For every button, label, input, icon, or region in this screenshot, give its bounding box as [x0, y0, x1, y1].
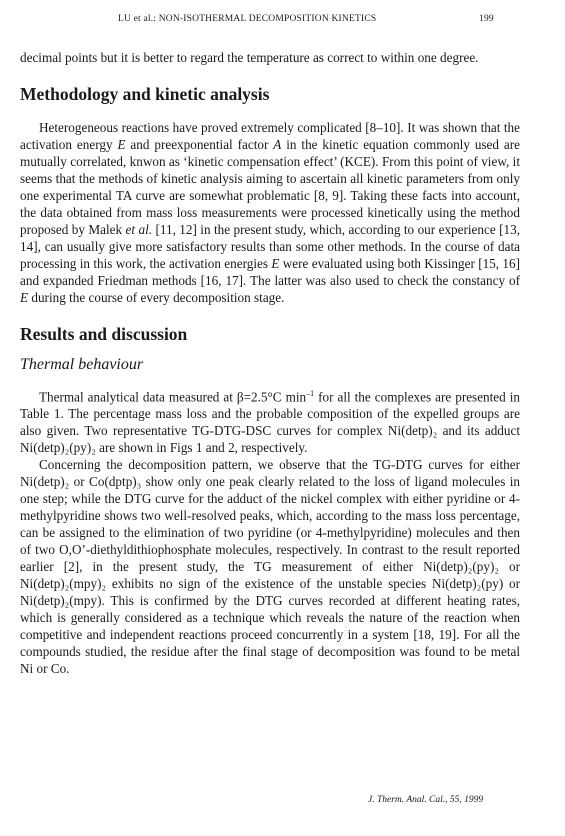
page-number: 199	[479, 14, 494, 24]
journal-footer: J. Therm. Anal. Cal., 55, 1999	[368, 795, 484, 805]
decomposition-pattern-paragraph: Concerning the decomposition pattern, we observe that the TG-DTG curves for either Ni(detp)₂ or Co(dptp)₃ show only one peak clearly related to the loss of ligand molecules in one step; while the DTG curve for the adduct of the nickel complex with either pyridine or 4-methylpyridine shows two well-resolved peaks, which, according to the mass loss percentage, can be assigned to the elimination of two pyridine (or 4-methylpyridine) molecules and then of two O,O’-diethyldithiophosphate molecules, respectively. In contrast to the result reported earlier [2], in the present study, the TG measurement of either Ni(detp)₂(py)₂ or Ni(detp)₂(mpy)₂ exhibits no sign of the existence of the unstable species Ni(detp)₂(py) or Ni(detp)₂(mpy). This is confirmed by the DTG curves recorded at different heating rates, which is generally considered as a technique which reveals the nature of the reaction when competitive and independent reactions proceed concurrently in a system [18, 19]. For all the compounds studied, the residue after the final stage of decomposition was found to be metal Ni or Co.	[20, 457, 520, 677]
page-body	[20, 49, 520, 677]
running-title: LU et al.: NON-ISOTHERMAL DECOMPOSITION KINETICS	[118, 14, 377, 24]
methodology-paragraph: Heterogeneous reactions have proved extremely complicated [8–10]. It was shown that the activation energy E and preexponential factor A in the kinetic equation commonly used are mutually correlated, knwon as ‘kinetic compensation effect’ (KCE). From this point of view, it seems that the methods of kinetic analysis aiming to ascertain all kinetic parameters from only one experimental TA curve are somewhat problematic [8, 9]. Taking these facts into account, the data obtained from mass loss measurements were processed kinetically using the method proposed by Malek et al. [11, 12] in the present study, which, according to our experience [13, 14], can usually give more satisfactory results than some other methods. In the course of data processing in this work, the activation energies E were evaluated using both Kissinger [15, 16] and expanded Friedman methods [16, 17]. The latter was also used to check the constancy of E during the course of every decomposition stage.	[20, 120, 521, 305]
results-heading: Results and discussion	[20, 324, 188, 344]
thermal-behaviour-subheading: Thermal behaviour	[20, 356, 144, 373]
running-header	[0, 14, 565, 28]
intro-continuation-paragraph: decimal points but it is better to regard the temperature as correct to within one degree.	[20, 50, 479, 65]
thermal-data-paragraph: Thermal analytical data measured at β=2.5°C $\min^{-1}$ for all the complexes are presented in Table 1. The percentage mass loss and the probable composition of the expelled groups are also given. Two representative TG-DTG-DSC curves for complex Ni(detp)₂ and its adduct Ni(detp)₂(py)₂ are shown in Figs 1 and 2, respectively.	[20, 389, 520, 456]
methodology-heading: Methodology and kinetic analysis	[20, 84, 270, 104]
